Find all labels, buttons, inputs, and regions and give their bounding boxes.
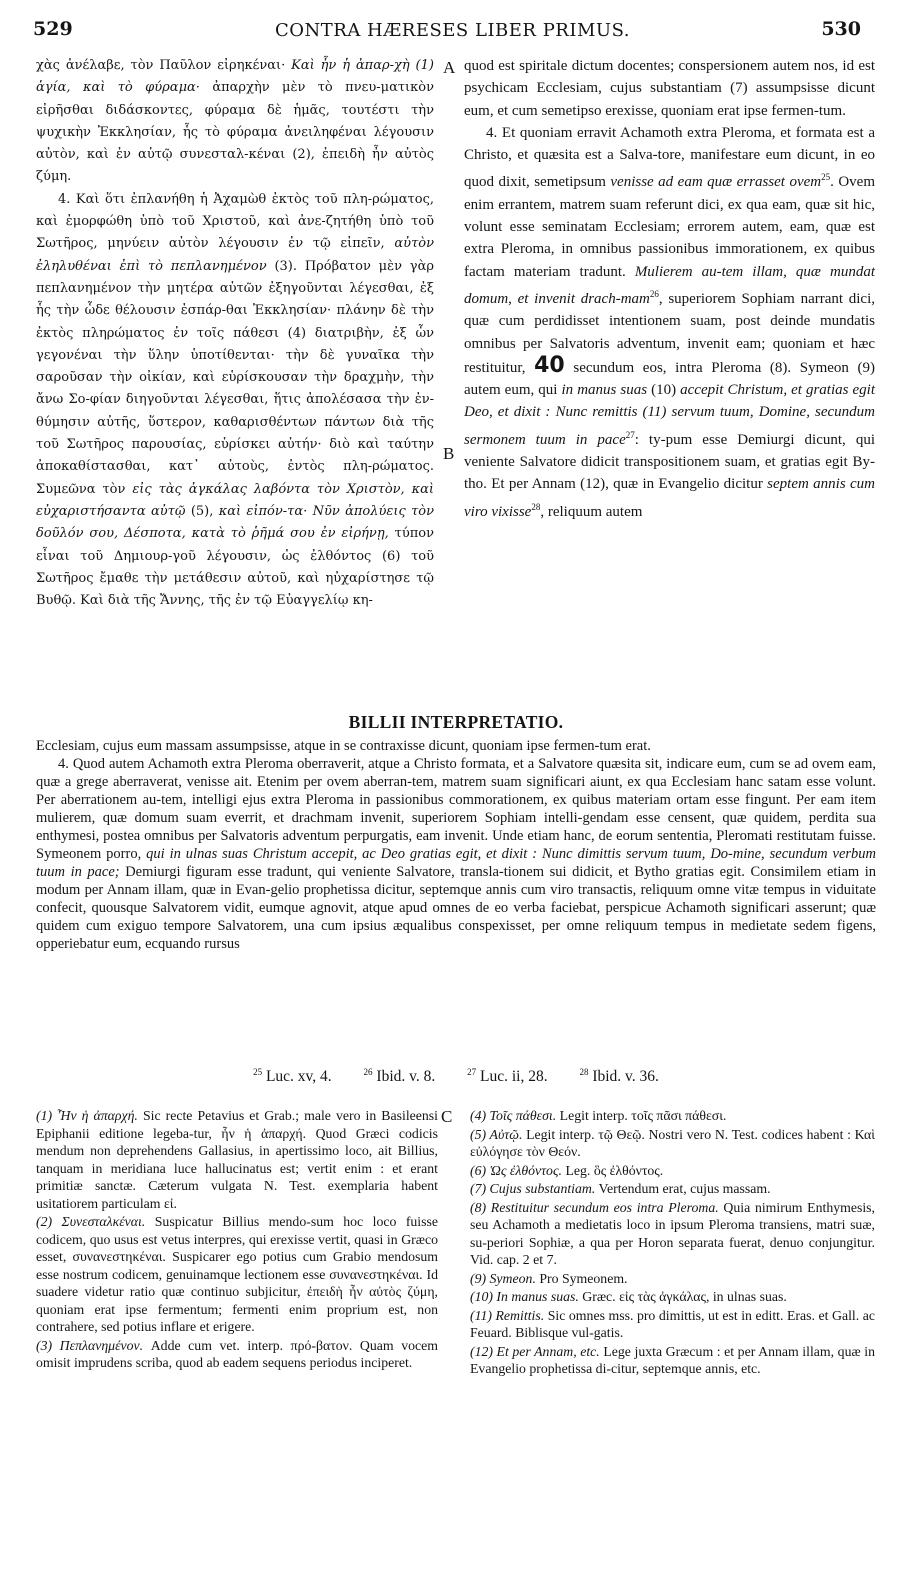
reference-item: $^{25}$ Luc. xv, 4.	[253, 1067, 332, 1086]
footnote: (5) Αὐτῷ. Legit interp. τῷ Θεῷ. Nostri vero N. Test. codices habent : Καὶ εὐλόγησε τὸν Θεόν.	[470, 1126, 875, 1159]
footnotes-right	[470, 1107, 875, 1379]
reference-item: $^{27}$ Luc. ii, 28.	[467, 1067, 548, 1086]
latin-column	[464, 55, 875, 523]
footnote: (6) Ὡς ἐλθόντος. Leg. ὃς ἐλθόντος.	[470, 1162, 664, 1178]
running-title: CONTRA HÆRESES LIBER PRIMUS.	[275, 20, 630, 41]
footnote: (7) Cujus substantiam. Vertendum erat, cujus massam.	[470, 1181, 771, 1196]
footnote: (3) Πεπλανημένον. Adde cum vet. interp. πρό-βατον. Quam vocem omisit imprudens scriba, quod ab eadem sequens periodus inciperet.	[36, 1337, 438, 1370]
footnote: (9) Symeon. Pro Symeonem.	[470, 1270, 628, 1286]
greek-paragraph-2: 4. Καὶ ὅτι ἐπλανήθη ἡ Ἀχαμὼθ ἐκτὸς τοῦ πλη-ρώματος, καὶ ἐμορφώθη ὑπὸ τοῦ Χριστοῦ, καὶ ἀνε-ζητήθη ὑπὸ τοῦ Σωτῆρος, μηνύειν αὐτὸν λέγουσιν ἐν τῷ εἰπεῖν, αὐτὸν ἐληλυθέναι ἐπὶ τὸ πεπλανημένον (3). Πρόβατον μὲν γὰρ πεπλανημένον τὴν μητέρα αὐτῶν ἐξηγοῦνται λέγεσθαι, ἐξ ἧς τὴν ὧδε θέλουσιν ἐσπάρ-θαι Ἐκκλησίαν· πλάνην δὲ τὴν ἐκτὸς πληρώματος ἐν τοῖς πάθεσι (4) διατριβὴν, ἐξ ὧν γεγονέναι τὴν ὕλην ὑποτίθενται· τὴν δὲ γυναῖκα τὴν σαροῦσαν τὴν οἰκίαν, καὶ εὑρίσκουσαν τὴν δραχμὴν, τὴν ἄνω Σο-φίαν διηγοῦνται λέγεσθαι, ἥτις ἀπολέσασα τὴν ἐν-θύμησιν αὐτῆς, ὕστερον, καθαρισθέντων πάντων διὰ τῆς τοῦ Σωτῆρος παρουσίας, εὑρίσκει αὐτήν· διὸ καὶ ταύτην ἀποκαθίστασθαι, κατ᾽ αὐτοὺς, ἐντὸς πλη-ρώματος. Συμεῶνα τὸν εἰς τὰς ἀγκάλας λαβόντα τὸν Χριστὸν, καὶ εὐχαριστήσαντα αὐτῷ (5), καὶ εἰπόν-τα· Νῦν ἀπολύεις τὸν δοῦλόν σου, Δέσποτα, κατὰ τὸ ῥῆμά σου ἐν εἰρήνῃ, τύπον εἶναι τοῦ Δημιουρ-γοῦ λέγουσιν, ὡς ἐλθόντος (6) τοῦ Σωτῆρος ἔμαθε τὴν μετάθεσιν αὐτοῦ, καὶ ηὐχαρίστησε τῷ Βυθῷ. Καὶ διὰ τῆς Ἄννης, τῆς ἐν τῷ Εὐαγγελίῳ κη-	[36, 191, 435, 609]
footnote: (4) Τοῖς πάθεσι. Legit interp. τοῖς πᾶσι πάθεσι.	[470, 1108, 727, 1123]
margin-mark-b: B	[443, 444, 455, 463]
reference-item: $^{26}$ Ibid. v. 8.	[363, 1067, 436, 1086]
section-number-40: 40	[534, 352, 565, 378]
margin-mark-c: C	[441, 1107, 453, 1126]
footnote: (8) Restituitur secundum eos intra Pleroma. Quia nimirum Enthymesis, seu Achamoth a medietatis loco in ipsum Pleroma transiens, matri suæ, su-periori Sophiæ, a qua per Horon separata fuerat, denuo conjungitur. Vid. cap. 2 et 7.	[470, 1199, 876, 1267]
footnote: (11) Remittis. Sic omnes mss. pro dimittis, ut est in editt. Eras. et Gall. ac Feuard. Biblisque vul-gatis.	[470, 1307, 875, 1340]
footnote: (12) Et per Annam, etc. Lege juxta Græcum : et per Annam illam, quæ in Evangelio prophetissa di-citur, septemque annis, etc.	[470, 1343, 875, 1376]
billius-paragraph-2: 4. Quod autem Achamoth extra Pleroma oberraverit, atque a Christo formata, et a Salvatore quæsita sit, indicare eum, cum se ad ovem eam, quæ a grege aberraverat, venisse ait. Etenim per ovem aberran-tem, matrem suam significari aiunt, ex qua Ecclesiam hanc satam esse volunt. Per aberrationem au-tem, intelligi ejus extra Pleroma in passionibus commorationem, ex quibus materiam ortam esse fingunt. Per eam item mulierem, quæ domum suam everrit, et drachmam invenit, superiorem Sophiam intelli-gendam esse censent, quæ quidem, perdita sua enthymesi, postea omnibus per Salvatoris adventum perpurgatis, eam invenit. Unde etiam hanc, de eorum sententia, Pleromati restitutam fuisse. Symeonem porro, qui in ulnas suas Christum accepit, ac Deo gratias egit, et dixit : Nunc dimittis servum tuum, Do-mine, secundum verbum tuum in pace; Demiurgi figuram esse tradunt, qui veniente Salvatore, transla-tionem sui didicit, et Bytho gratias egit. Consimilem etiam in modum per Annam illam, quæ in Evan-gelio prophetissa dicitur, septemque annis cum viro transactis, reliquum omne vitæ tempus in viduitate confecit, quousque Salvatorem vidit, eumque agnovit, atque apud omnes de eo verba faciebat, perspicue Achamoth significari asserunt; quæ quidem cum exiguo tempore Salvatorem, una cum ipsius æqualibus conspexisset, per omne reliquum tempus in medietate sedem figens, opperiebatur eum, ecquando rursus	[36, 756, 877, 952]
latin-paragraph-1: quod est spiritale dictum docentes; conspersionem autem nos, id est psychicam Ecclesiam, cujus substantiam (7) assumpsisse dicunt eum, et cum semetipso erexisse, quoniam erat ipse fermen-tum.	[464, 58, 875, 119]
margin-mark-a: A	[443, 58, 456, 77]
footnotes-left	[36, 1107, 438, 1373]
billius-paragraph-1: Ecclesiam, cujus eum massam assumpsisse, atque in se contraxisse dicunt, quoniam ipse fermen-tum erat.	[36, 738, 651, 754]
reference-item: $^{28}$ Ibid. v. 36.	[579, 1067, 659, 1086]
footnote: (1) Ἦν ἡ ἀπαρχή. Sic recte Petavius et Grab.; male vero in Basileensi Epiphanii editione legeba-tur, ἦν ἡ ἀπαρχή. Quod Græci codicis mendum non deprehendens Gallasius, in apertissimo loco, ait Billius, tanquam in meridiana luce hallucinatus est; vertit enim : et erant primitiæ sanctæ. Cæterum vulgata N. Test. exemplaria habent usitatiorem particulam εἰ.	[36, 1108, 439, 1211]
footnote: (2) Συνεσταλκέναι. Suspicatur Billius mendo-sum hoc loco fuisse codicem, quo usus est vetus interpres, qui erexisse vertit, quasi in Græco esset, συνανεστηκέναι. Suspicarer ego potius cum Grabio mendosum esse nostrum codicem, genuinamque lectionem esse συνανεστηκέναι. Id suadere videtur ratio quæ continuo subjicitur, ἐπειδὴ ἦν αὐτὸς ζύμη, quoniam erat ipse fermentum; fermenti enim proprium est, non contrahere, sed potius inflare et erigere.	[36, 1214, 439, 1334]
page-number-right: 530	[821, 18, 861, 40]
latin-paragraph-2: 4. Et quoniam erravit Achamoth extra Pleroma, et formata est a Christo, et quæsita est a Salva-tore, manifestare eum dicunt, in eo quod dixit, semetipsum venisse ad eam quæ errasset ovem$^{25}$. Ovem enim errantem, matrem suam referunt dici, ex qua eam, quæ sit hic, volunt esse seminatam Ecclesiam; errorem autem, eam, quæ est extra Pleroma, in omnibus passionibus immorationem, ex quibus factam materiam tradunt. Mulierem au-tem illam, quæ mundat domum, et invenit drach-mam$^{26}$, superiorem Sophiam narrant dici, quæ cum perdidisset intentionem suam, post deinde mundatis omnibus per Salvatoris adventum, invenit eam; quoniam et hæc restituitur, 40 secundum eos, intra Pleroma (8). Symeon (9) autem eum, qui in manus suas (10) accepit Christum, et gratias egit Deo, et dixit : Nunc remittis (11) servum tuum, Domine, secundum sermonem tuum in pace$^{27}$: ty-pum esse Demiurgi dicunt, qui veniente Salvatore didicit transpositionem suam, et gratias egit By-tho. Et per Annam (12), quæ in Evangelio dicitur septem annis cum viro vixisse$^{28}$, reliquum autem	[464, 124, 876, 520]
page-number-left: 529	[33, 18, 73, 40]
scripture-references	[36, 1067, 876, 1086]
footnote: (10) In manus suas. Græc. εἰς τὰς ἀγκάλας, in ulnas suas.	[470, 1289, 787, 1304]
greek-paragraph-1: χὰς ἀνέλαβε, τὸν Παῦλον εἰρηκέναι· Καὶ ἦν ἡ ἀπαρ-χὴ (1) ἁγία, καὶ τὸ φύραμα· ἀπαρχὴν μὲν τὸ πνευ-ματικὸν εἰρῆσθαι διδάσκοντες, φύραμα δὲ ἡμᾶς, τουτέστι τὴν ψυχικὴν Ἐκκλησίαν, ἧς τὸ φύραμα ἀνειληφέναι λέγουσιν αὐτὸν, καὶ ἐν αὐτῷ συνεσταλ-κέναι (2), ἐπειδὴ ἦν αὐτὸς ζύμη.	[36, 58, 434, 185]
billius-interpretation	[36, 737, 876, 953]
page-header	[0, 18, 905, 48]
billius-heading: BILLII INTERPRETATIO.	[348, 712, 564, 732]
greek-column	[36, 55, 434, 612]
